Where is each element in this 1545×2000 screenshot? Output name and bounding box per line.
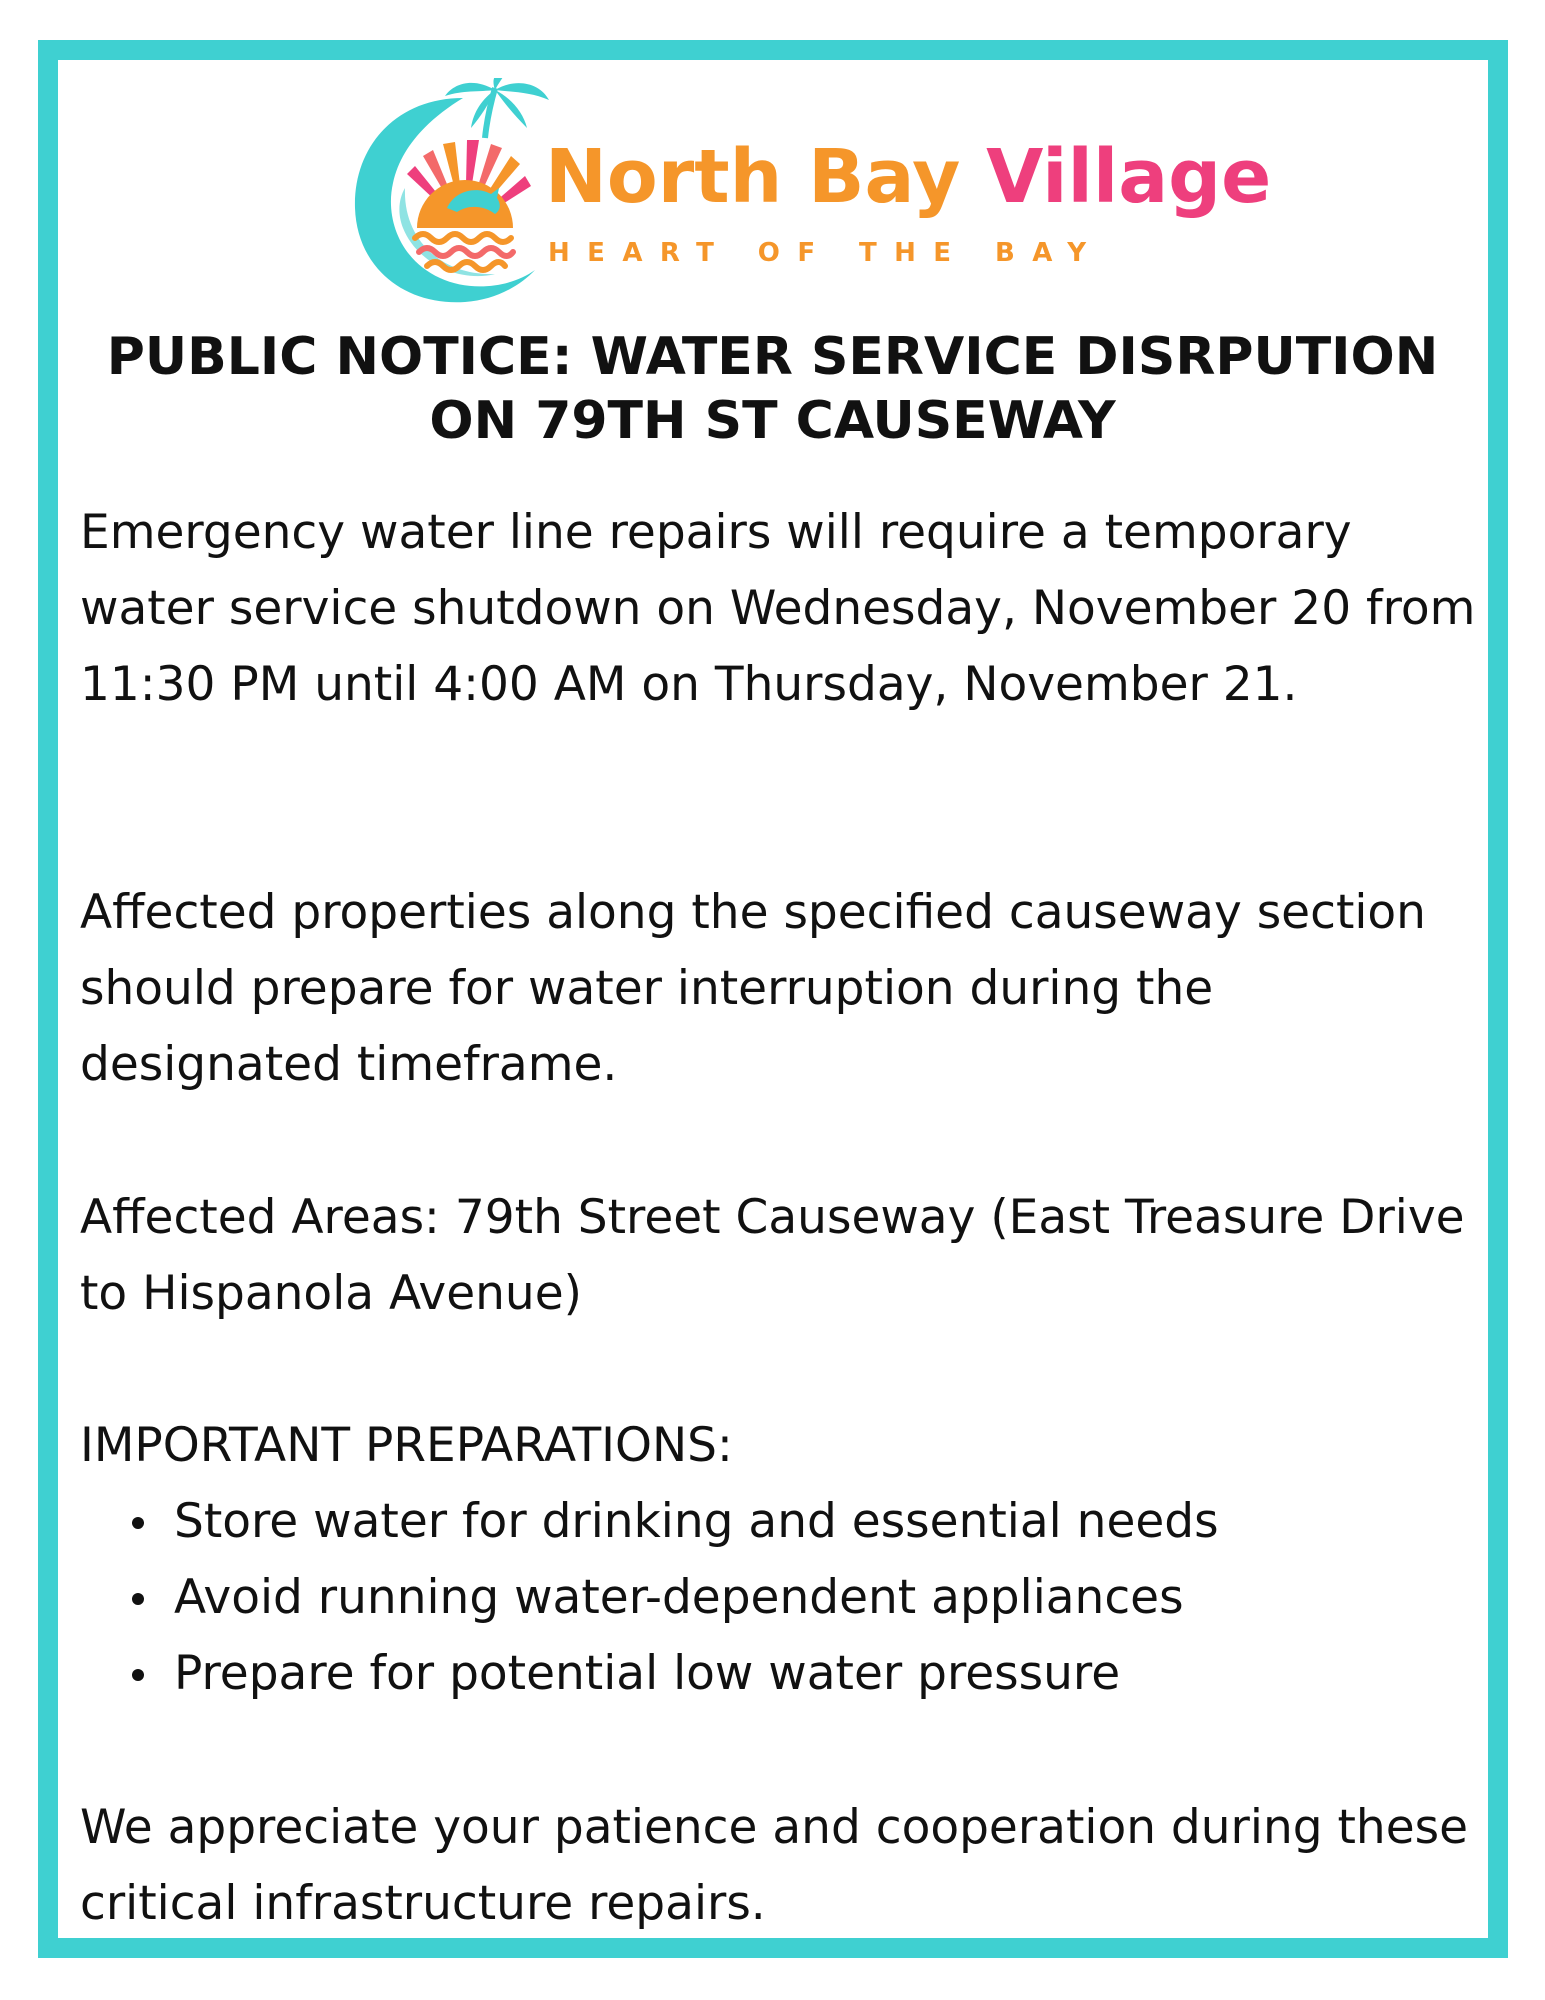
list-item: Store water for drinking and essential needs [80,1484,1480,1560]
palm-sunset-emblem-icon [345,78,555,308]
list-item: Avoid running water-dependent appliances [80,1560,1480,1636]
notice-title [80,325,1465,453]
affected-areas-paragraph: Affected Areas: 79th Street Causeway (East Treasure Drive to Hispanola Avenue) [80,1190,1465,1321]
preparations-heading: IMPORTANT PREPARATIONS: [80,1418,733,1473]
notice-title-line-1: PUBLIC NOTICE: WATER SERVICE DISRPUTION [106,327,1439,387]
notice-title-line-2: ON 79TH ST CAUSEWAY [429,391,1116,451]
shutdown-schedule-paragraph: Emergency water line repairs will require a temporary water service shutdown on Wednesday, November 20 from 11:30 PM until 4:00 AM on Thursday, November 21. [80,505,1476,712]
affected-properties-paragraph: Affected properties along the specified causeway section should prepare for water interruption during the designated timeframe. [80,885,1426,1092]
logo-wordmark [545,134,1272,220]
list-item: Prepare for potential low water pressure [80,1636,1480,1712]
logo-tagline: HEART OF THE BAY [548,238,1104,268]
logo-wordmark-village: Village [986,134,1272,220]
logo-wordmark-north-bay: North Bay [545,134,961,220]
closing-paragraph: We appreciate your patience and cooperation during these critical infrastructure repairs. [80,1800,1469,1931]
preparations-list [80,1484,1480,1712]
north-bay-village-logo [345,78,1272,308]
